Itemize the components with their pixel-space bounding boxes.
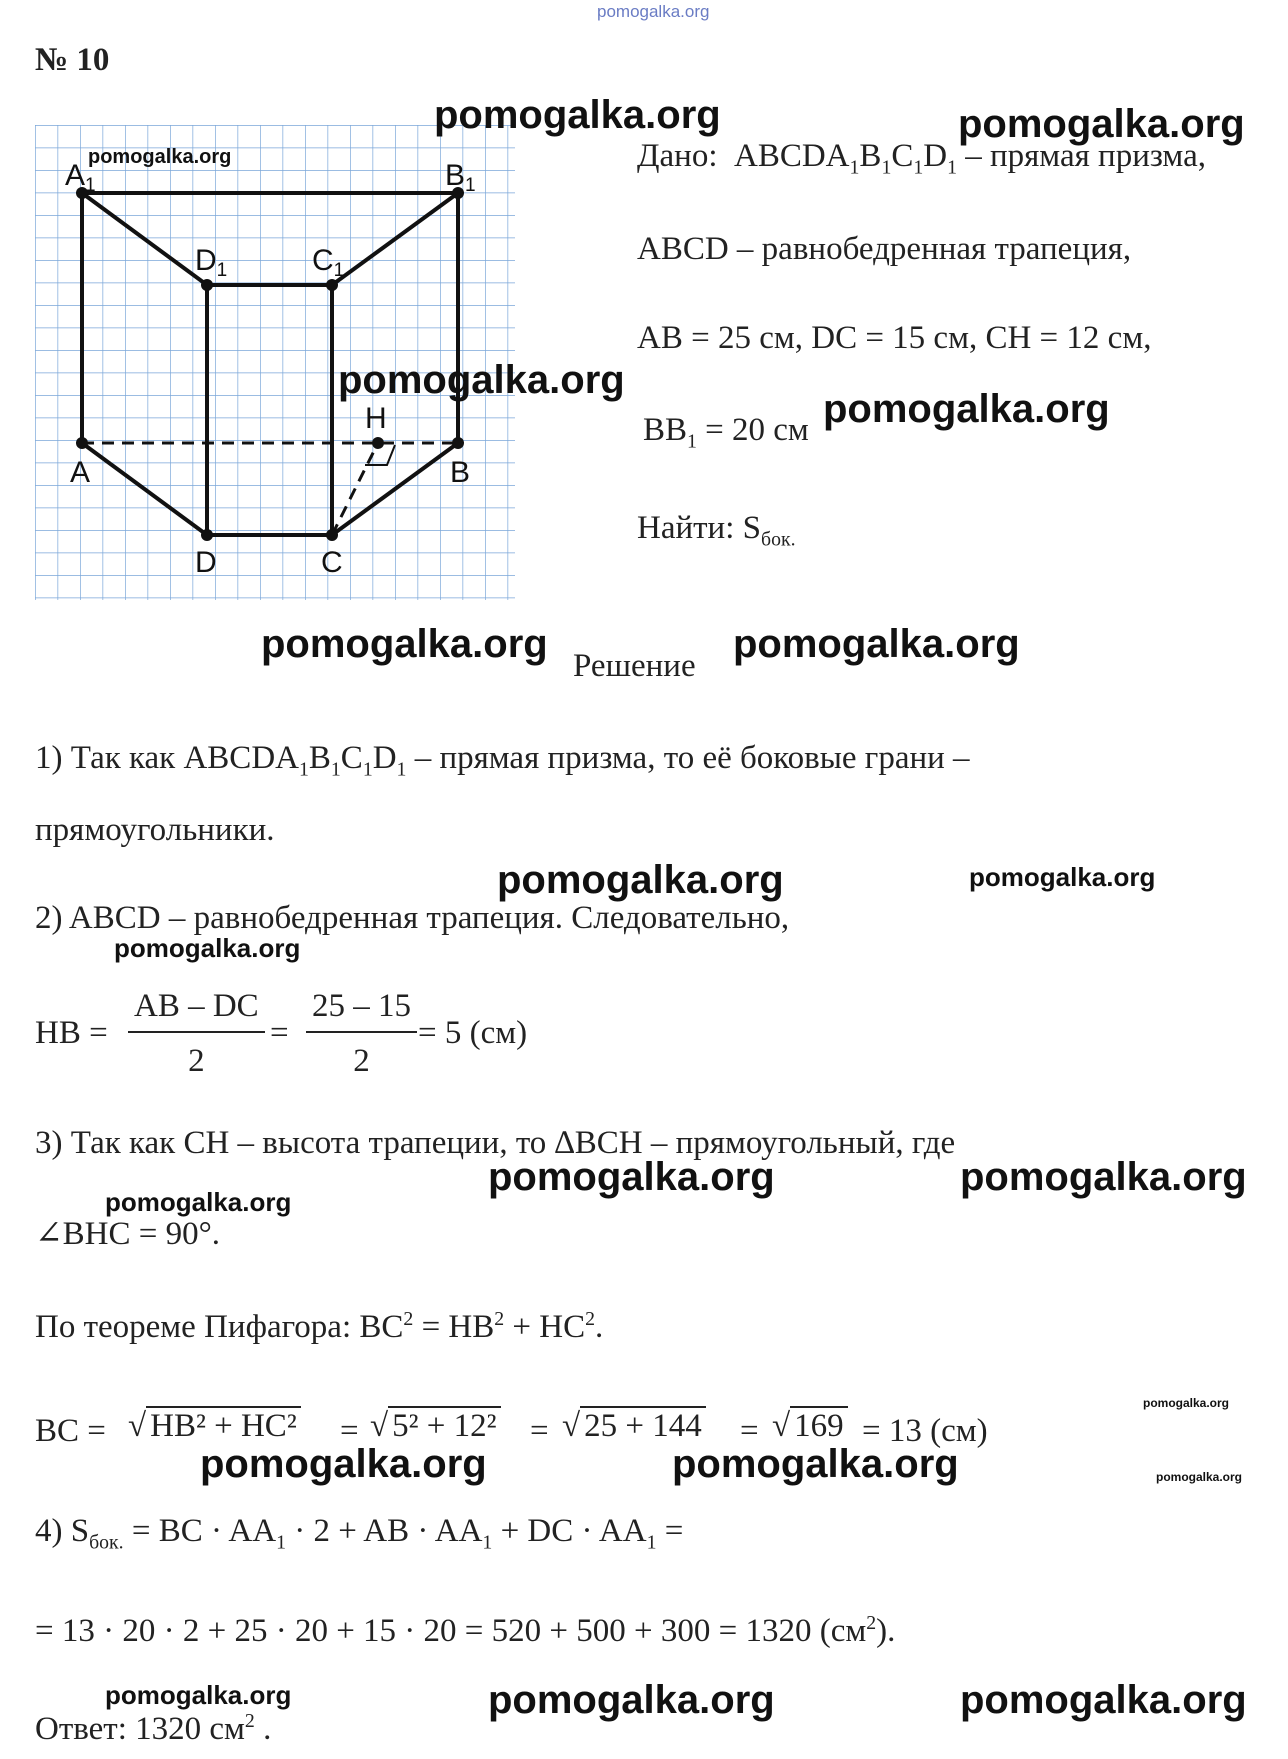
watermark: pomogalka.org	[434, 93, 721, 137]
fraction-2-denominator: 2	[353, 1043, 370, 1079]
equals-sign-4: =	[740, 1413, 759, 1449]
step-1-line-2: прямоугольники.	[35, 812, 275, 848]
watermark: pomogalka.org	[497, 858, 784, 902]
step-2: 2) ABCD – равнобедренная трапеция. Следовательно,	[35, 900, 790, 936]
watermark: pomogalka.org	[488, 1155, 775, 1199]
given-line-1: Дано: $ABCDA_1B_1C_1D_1$ – прямая призма,	[637, 138, 1206, 179]
given-line-2: ABCD – равнобедренная трапеция,	[637, 231, 1132, 267]
sqrt-2: √ 5² + 12²	[370, 1408, 501, 1445]
label-d: D	[195, 546, 217, 579]
point-b	[452, 437, 464, 449]
pythagoras-line: По теореме Пифагора: $BC^2 = HB^2 + HC^2$.	[35, 1308, 604, 1345]
bc-result: = 13 (см)	[862, 1413, 988, 1449]
equals-sign-2: =	[340, 1413, 359, 1449]
watermark: pomogalka.org	[960, 1155, 1247, 1199]
step-1-line-1: 1) Так как $ABCDA_1B_1C_1D_1$ – прямая призма, то её боковые грани –	[35, 740, 970, 781]
watermark: pomogalka.org	[733, 622, 1020, 666]
watermark: pomogalka.org	[960, 1678, 1247, 1722]
sqrt-3: √ 25 + 144	[562, 1408, 706, 1445]
watermark: pomogalka.org	[488, 1678, 775, 1722]
fraction-1	[128, 988, 265, 1080]
fraction-1-numerator: AB – DC	[128, 988, 265, 1033]
point-a	[76, 437, 88, 449]
watermark: pomogalka.org	[672, 1442, 959, 1486]
step-4-line-1: 4) $S_{бок.}$ = BC · $AA_1 \cdot 2$ + AB · $AA_1$ + DC · $AA_1$ =	[35, 1513, 684, 1554]
sqrt-4: √ 169	[772, 1408, 848, 1445]
watermark: pomogalka.org	[88, 146, 232, 168]
watermark: pomogalka.org	[338, 358, 625, 402]
watermark: pomogalka.org	[200, 1442, 487, 1486]
label-b: B	[450, 456, 471, 489]
problem-number: № 10	[35, 42, 110, 78]
label-a1: $A_1$	[65, 159, 96, 196]
sqrt-1: √ HB² + HC²	[128, 1408, 301, 1445]
fraction-1-denominator: 2	[188, 1043, 205, 1079]
given-line-4: $BB_1 = 20$ см	[643, 412, 809, 453]
header-link[interactable]: pomogalka.org	[597, 2, 710, 21]
watermark: pomogalka.org	[958, 102, 1245, 146]
point-h	[372, 437, 384, 449]
label-c1: $C_1$	[312, 244, 345, 281]
bc-label: BC =	[35, 1413, 106, 1449]
find-line: Найти: $S_{бок.}$	[637, 510, 796, 551]
watermark: pomogalka.org	[114, 933, 301, 963]
label-h: H	[365, 402, 387, 435]
watermark: pomogalka.org	[105, 1187, 292, 1217]
watermark: pomogalka.org	[105, 1680, 292, 1710]
given-line-3: AB = 25 см, DC = 15 см, CH = 12 см,	[637, 320, 1152, 356]
fraction-2-numerator: 25 – 15	[306, 988, 417, 1033]
label-c: C	[321, 546, 343, 579]
point-c	[326, 529, 338, 541]
label-a: A	[70, 456, 91, 489]
step-4-line-2: = 13 · 20 · 2 + 25 · 20 + 15 · 20 = 520 + 500 + 300 = 1320 $(см^2)$.	[35, 1612, 896, 1649]
label-b1: $B_1$	[445, 159, 476, 196]
equals-sign-3: =	[530, 1413, 549, 1449]
hb-label: HB =	[35, 1015, 108, 1051]
hb-result: = 5 (см)	[418, 1015, 528, 1051]
angle-bhc: ∠BHC = 90°.	[35, 1216, 221, 1252]
step-3: 3) Так как CH – высота трапеции, то ∆BCH – прямоугольный, где	[35, 1125, 956, 1161]
point-d	[201, 529, 213, 541]
watermark: pomogalka.org	[1143, 1396, 1230, 1410]
label-d1: $D_1$	[195, 244, 228, 281]
point-d1	[201, 279, 213, 291]
equals-sign: =	[270, 1015, 289, 1051]
watermark: pomogalka.org	[823, 387, 1110, 431]
watermark: pomogalka.org	[261, 622, 548, 666]
solution-title: Решение	[573, 648, 696, 684]
watermark: pomogalka.org	[969, 862, 1156, 892]
answer: Ответ: 1320 $см^2$ .	[35, 1710, 272, 1747]
fraction-2	[306, 988, 417, 1080]
watermark: pomogalka.org	[1156, 1470, 1243, 1484]
